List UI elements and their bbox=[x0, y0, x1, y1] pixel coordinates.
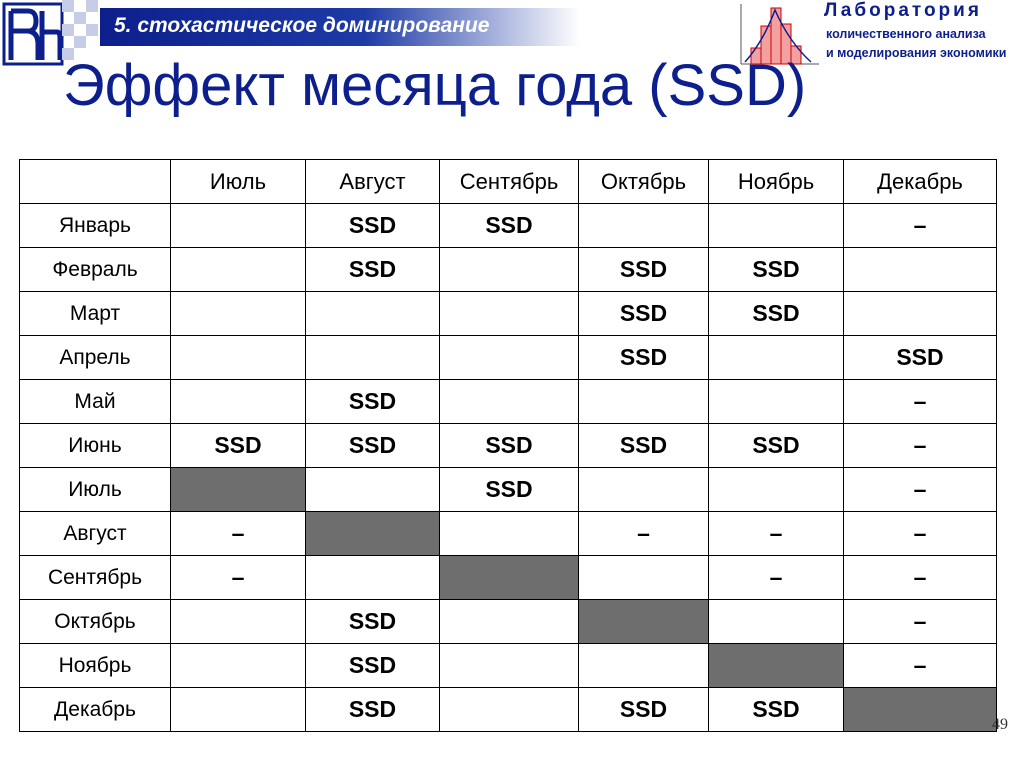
table-row bbox=[20, 556, 997, 600]
row-label: Апрель bbox=[20, 336, 171, 380]
row-label: Октябрь bbox=[20, 600, 171, 644]
table-cell bbox=[171, 380, 306, 424]
table-cell: – bbox=[171, 556, 306, 600]
table-cell bbox=[709, 336, 844, 380]
table-header-row bbox=[20, 160, 997, 204]
table-cell: – bbox=[844, 512, 997, 556]
column-header: Сентябрь bbox=[440, 160, 579, 204]
university-logo bbox=[2, 2, 64, 66]
table-cell bbox=[171, 248, 306, 292]
table-row bbox=[20, 600, 997, 644]
table-cell: – bbox=[844, 600, 997, 644]
ssd-table bbox=[19, 159, 997, 732]
table-cell: SSD bbox=[440, 204, 579, 248]
table-row bbox=[20, 380, 997, 424]
table-cell bbox=[171, 292, 306, 336]
row-label: Май bbox=[20, 380, 171, 424]
table-cell: SSD bbox=[844, 336, 997, 380]
table-row bbox=[20, 292, 997, 336]
table-cell: SSD bbox=[306, 204, 440, 248]
table-cell: – bbox=[844, 644, 997, 688]
table-cell bbox=[579, 468, 709, 512]
table-cell bbox=[844, 248, 997, 292]
lab-subtitle-line1: количественного анализа bbox=[826, 27, 986, 41]
row-label: Ноябрь bbox=[20, 644, 171, 688]
page-title: Эффект месяца года (SSD) bbox=[63, 53, 807, 118]
table-cell bbox=[579, 204, 709, 248]
column-header: Июль bbox=[171, 160, 306, 204]
shaded-diagonal-cell bbox=[579, 600, 709, 644]
section-banner bbox=[100, 8, 580, 46]
table-cell bbox=[440, 512, 579, 556]
table-cell bbox=[171, 644, 306, 688]
shaded-diagonal-cell bbox=[171, 468, 306, 512]
table-cell: SSD bbox=[440, 424, 579, 468]
table-cell bbox=[171, 336, 306, 380]
table-cell: SSD bbox=[306, 688, 440, 732]
table-cell: SSD bbox=[709, 688, 844, 732]
table-cell: SSD bbox=[440, 468, 579, 512]
table-cell: – bbox=[579, 512, 709, 556]
row-label: Сентябрь bbox=[20, 556, 171, 600]
table-cell: SSD bbox=[709, 248, 844, 292]
column-header: Декабрь bbox=[844, 160, 997, 204]
table-cell bbox=[440, 600, 579, 644]
table-cell: SSD bbox=[579, 248, 709, 292]
table-cell bbox=[709, 204, 844, 248]
table-cell bbox=[306, 336, 440, 380]
table-cell: SSD bbox=[306, 424, 440, 468]
table-row bbox=[20, 424, 997, 468]
table-cell bbox=[579, 380, 709, 424]
table-cell: – bbox=[171, 512, 306, 556]
table-cell: SSD bbox=[171, 424, 306, 468]
table-cell bbox=[440, 292, 579, 336]
lab-subtitle-line2: и моделирования экономики bbox=[826, 46, 1007, 60]
table-cell: SSD bbox=[579, 688, 709, 732]
table-row bbox=[20, 512, 997, 556]
shaded-diagonal-cell bbox=[306, 512, 440, 556]
table-cell bbox=[709, 600, 844, 644]
table-cell: – bbox=[844, 424, 997, 468]
table-cell: SSD bbox=[306, 248, 440, 292]
table-cell: SSD bbox=[579, 424, 709, 468]
table-cell: SSD bbox=[579, 336, 709, 380]
table-cell bbox=[709, 380, 844, 424]
table-cell bbox=[306, 556, 440, 600]
shaded-diagonal-cell bbox=[440, 556, 579, 600]
table-cell bbox=[306, 468, 440, 512]
table-cell bbox=[171, 204, 306, 248]
table-cell: – bbox=[709, 512, 844, 556]
table-cell bbox=[440, 688, 579, 732]
table-row bbox=[20, 204, 997, 248]
table-cell: SSD bbox=[306, 644, 440, 688]
table-cell: – bbox=[844, 556, 997, 600]
table-cell bbox=[171, 600, 306, 644]
row-label: Август bbox=[20, 512, 171, 556]
table-cell: SSD bbox=[579, 292, 709, 336]
table-cell: – bbox=[844, 204, 997, 248]
table-row bbox=[20, 468, 997, 512]
lab-title: Лаборатория bbox=[824, 0, 982, 21]
row-label: Июль bbox=[20, 468, 171, 512]
table-cell bbox=[440, 248, 579, 292]
shaded-diagonal-cell bbox=[844, 688, 997, 732]
table-cell: – bbox=[844, 468, 997, 512]
table-cell: SSD bbox=[709, 424, 844, 468]
row-label: Февраль bbox=[20, 248, 171, 292]
table-cell bbox=[440, 380, 579, 424]
table-cell: SSD bbox=[709, 292, 844, 336]
row-label: Декабрь bbox=[20, 688, 171, 732]
shaded-diagonal-cell bbox=[709, 644, 844, 688]
table-cell bbox=[440, 644, 579, 688]
table-cell bbox=[306, 292, 440, 336]
column-header: Октябрь bbox=[579, 160, 709, 204]
table-cell bbox=[579, 556, 709, 600]
row-label: Июнь bbox=[20, 424, 171, 468]
table-cell: – bbox=[709, 556, 844, 600]
column-header: Август bbox=[306, 160, 440, 204]
table-row bbox=[20, 688, 997, 732]
table-cell bbox=[579, 644, 709, 688]
table-cell bbox=[844, 292, 997, 336]
table-cell bbox=[171, 688, 306, 732]
table-cell bbox=[709, 468, 844, 512]
table-row bbox=[20, 336, 997, 380]
table-cell bbox=[440, 336, 579, 380]
table-cell: – bbox=[844, 380, 997, 424]
table-row bbox=[20, 644, 997, 688]
header-corner bbox=[20, 160, 171, 204]
table-cell: SSD bbox=[306, 380, 440, 424]
column-header: Ноябрь bbox=[709, 160, 844, 204]
section-label: 5. стохастическое доминирование bbox=[114, 14, 490, 37]
row-label: Январь bbox=[20, 204, 171, 248]
page-number: 49 bbox=[992, 716, 1008, 733]
table-row bbox=[20, 248, 997, 292]
row-label: Март bbox=[20, 292, 171, 336]
table-cell: SSD bbox=[306, 600, 440, 644]
